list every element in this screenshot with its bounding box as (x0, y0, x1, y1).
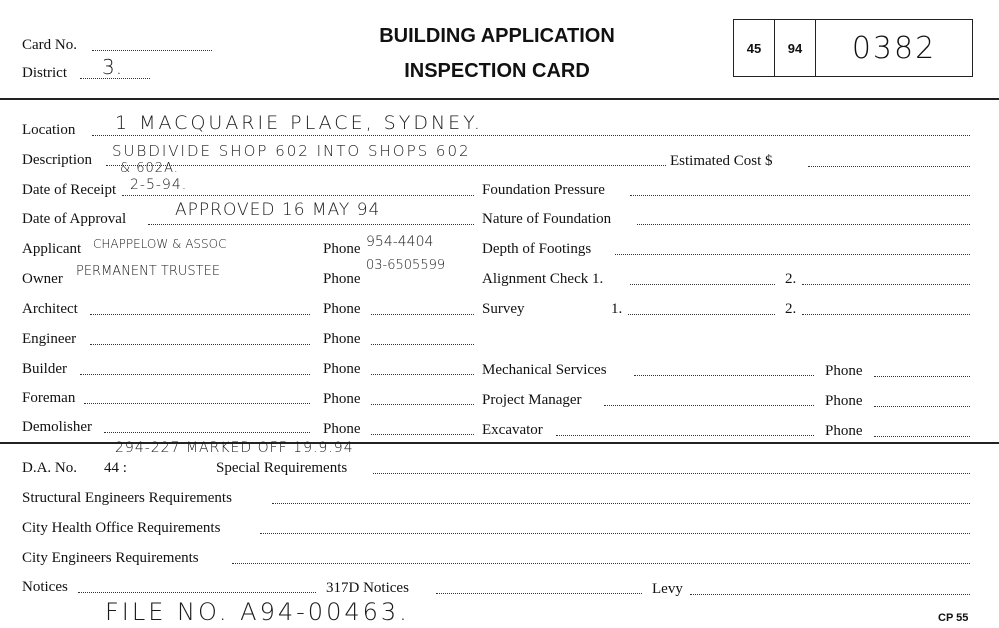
excavator-field[interactable] (556, 435, 814, 436)
alignment-check-label: Alignment Check 1. (482, 271, 604, 287)
nature-foundation-field[interactable] (637, 224, 970, 225)
city-engineers-requirements-label: City Engineers Requirements (22, 550, 199, 566)
applicant-value: CHAPPELOW & ASSOC (93, 237, 227, 251)
project-manager-label: Project Manager (482, 392, 582, 408)
estimated-cost-field[interactable] (808, 166, 970, 167)
project-manager-phone-field[interactable] (874, 406, 970, 407)
da-number-value: 44 : (104, 460, 127, 476)
application-number: 0382 (851, 30, 937, 66)
survey-1-field[interactable] (628, 314, 775, 315)
location-value: 1 MACQUARIE PLACE, SYDNEY. (115, 112, 483, 134)
owner-phone-value: 03-6505599 (366, 258, 446, 273)
form-title-line1: BUILDING APPLICATION (379, 25, 615, 47)
notices-label: Notices (22, 579, 68, 595)
date-approval-field[interactable] (148, 224, 474, 225)
survey-1-label: 1. (611, 301, 623, 317)
builder-phone-label: Phone (323, 361, 361, 377)
date-approval-label: Date of Approval (22, 211, 127, 227)
foreman-field[interactable] (84, 403, 310, 404)
architect-field[interactable] (90, 314, 310, 315)
excavator-phone-label: Phone (825, 423, 863, 439)
builder-field[interactable] (80, 374, 310, 375)
engineer-phone-field[interactable] (371, 344, 474, 345)
da-number-label: D.A. No. (22, 460, 77, 476)
estimated-cost-label: Estimated Cost $ (670, 153, 773, 169)
mechanical-phone-label: Phone (825, 363, 863, 379)
demolisher-phone-label: Phone (323, 421, 361, 437)
survey-2-field[interactable] (802, 314, 970, 315)
health-office-requirements-label: City Health Office Requirements (22, 520, 221, 536)
levy-field[interactable] (690, 594, 970, 595)
notices-field[interactable] (78, 592, 316, 593)
foreman-phone-label: Phone (323, 391, 361, 407)
special-requirements-field[interactable] (373, 473, 970, 474)
location-label: Location (22, 122, 76, 138)
demolisher-phone-field[interactable] (371, 434, 474, 435)
mechanical-phone-field[interactable] (874, 376, 970, 377)
builder-phone-field[interactable] (371, 374, 474, 375)
notices-317d-label: 317D Notices (326, 580, 409, 596)
mechanical-services-label: Mechanical Services (482, 362, 607, 378)
architect-phone-label: Phone (323, 301, 361, 317)
mechanical-services-field[interactable] (634, 375, 814, 376)
excavator-phone-field[interactable] (874, 436, 970, 437)
survey-2-label: 2. (785, 301, 797, 317)
city-engineers-requirements-field[interactable] (232, 563, 970, 564)
date-receipt-label: Date of Receipt (22, 182, 117, 198)
header-divider (0, 98, 999, 100)
foreman-label: Foreman (22, 390, 76, 406)
project-manager-field[interactable] (604, 405, 814, 406)
date-approval-value: APPROVED 16 MAY 94 (175, 200, 381, 220)
engineer-phone-label: Phone (323, 331, 361, 347)
owner-label: Owner (22, 271, 63, 287)
engineer-label: Engineer (22, 331, 77, 347)
location-field[interactable] (92, 135, 970, 136)
applicant-phone-value: 954-4404 (366, 234, 434, 250)
foundation-pressure-field[interactable] (630, 195, 970, 196)
survey-label: Survey (482, 301, 525, 317)
owner-value: PERMANENT TRUSTEE (76, 264, 221, 279)
file-number: FILE NO. A94-00463. (105, 598, 410, 626)
owner-phone-label: Phone (323, 271, 361, 287)
demolisher-field[interactable] (104, 432, 310, 433)
engineer-field[interactable] (90, 344, 310, 345)
foundation-pressure-label: Foundation Pressure (482, 182, 605, 198)
notices-317d-field[interactable] (436, 593, 642, 594)
district-label: District (22, 65, 67, 81)
card-no-label: Card No. (22, 37, 77, 53)
health-office-requirements-field[interactable] (260, 533, 970, 534)
description-field[interactable] (106, 165, 666, 166)
application-number-box (733, 19, 973, 77)
architect-phone-field[interactable] (371, 314, 474, 315)
description-value-2: & 602A. (120, 161, 179, 176)
architect-label: Architect (22, 301, 78, 317)
depth-footings-field[interactable] (615, 254, 970, 255)
applicant-label: Applicant (22, 241, 82, 257)
structural-requirements-field[interactable] (272, 503, 970, 504)
demolisher-label: Demolisher (22, 419, 92, 435)
number-prefix-a: 45 (734, 20, 775, 76)
number-prefix-b: 94 (775, 20, 816, 76)
alignment-check-2-label: 2. (785, 271, 797, 287)
excavator-label: Excavator (482, 422, 543, 438)
date-receipt-field[interactable] (122, 195, 474, 196)
form-title-line2: INSPECTION CARD (404, 60, 590, 82)
special-requirements-label: Special Requirements (216, 460, 348, 476)
builder-label: Builder (22, 361, 67, 377)
nature-foundation-label: Nature of Foundation (482, 211, 612, 227)
date-receipt-value: 2-5-94. (130, 177, 188, 193)
card-no-field[interactable] (92, 50, 212, 51)
structural-requirements-label: Structural Engineers Requirements (22, 490, 232, 506)
depth-footings-label: Depth of Footings (482, 241, 592, 257)
description-label: Description (22, 152, 92, 168)
levy-label: Levy (652, 581, 683, 597)
alignment-check-1-field[interactable] (630, 284, 775, 285)
applicant-phone-label: Phone (323, 241, 361, 257)
alignment-check-2-field[interactable] (802, 284, 970, 285)
handwritten-note: 294-227 MARKED OFF 19.9.94 (115, 440, 354, 456)
project-manager-phone-label: Phone (825, 393, 863, 409)
description-value: SUBDIVIDE SHOP 602 INTO SHOPS 602 (112, 142, 471, 160)
district-value: 3. (102, 55, 124, 79)
foreman-phone-field[interactable] (371, 404, 474, 405)
form-code: CP 55 (938, 612, 969, 624)
